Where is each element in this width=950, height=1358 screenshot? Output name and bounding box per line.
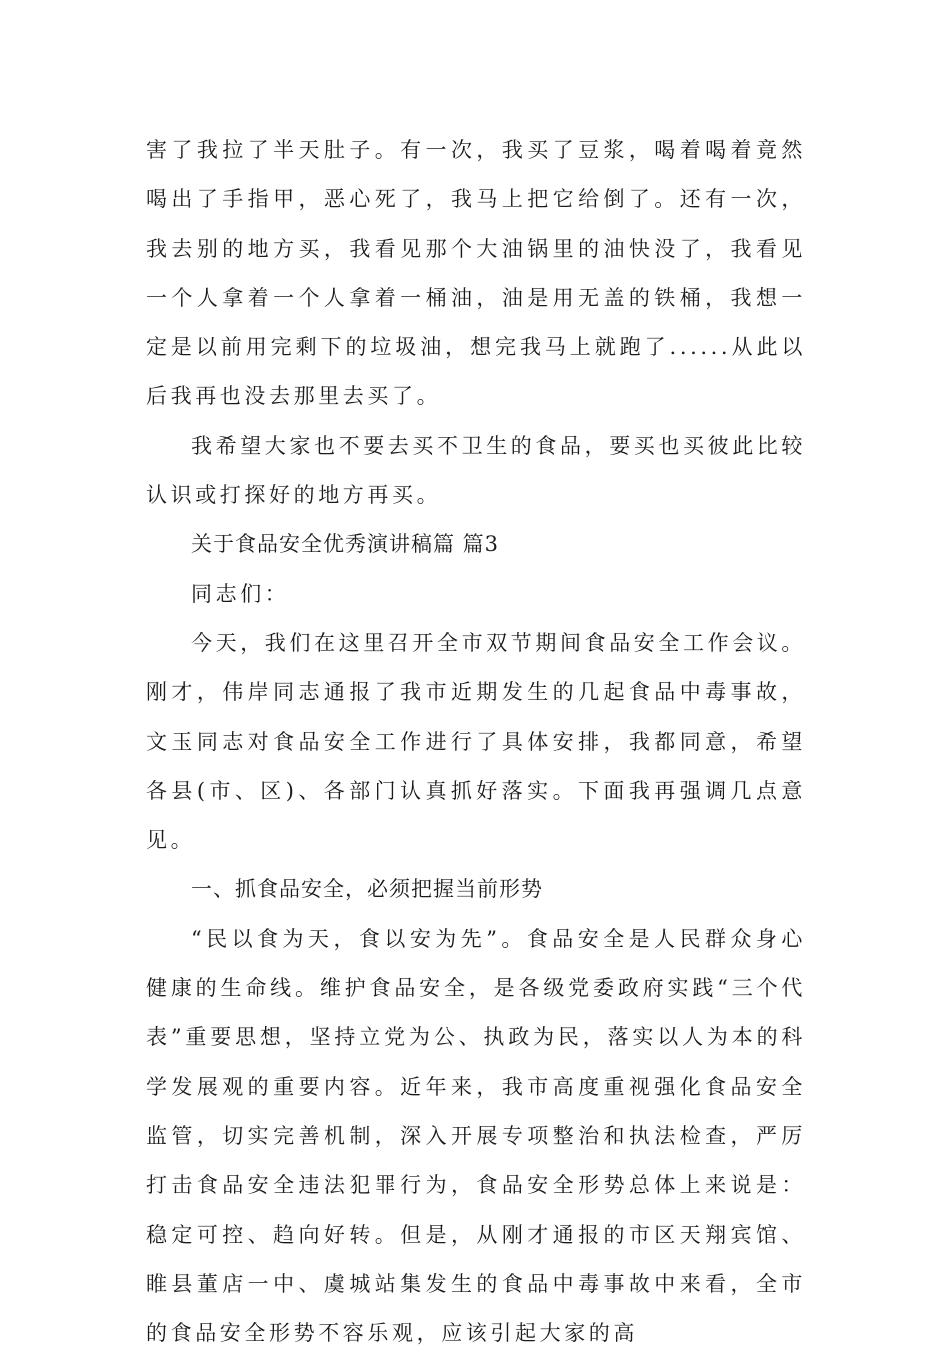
- document-body: [146, 126, 806, 1358]
- paragraph-situation: “民以食为天，食以安为先”。食品安全是人民群众身心健康的生命线。维护食品安全，是各级党委政府实践“三个代表”重要思想，坚持立党为公、执政为民，落实以人为本的科学发展观的重要内容。近年来，我市高度重视强化食品安全监管，切实完善机制，深入开展专项整治和执法检查，严厉打击食品安全违法犯罪行为，食品安全形势总体上来说是：稳定可控、趋向好转。但是，从刚才通报的市区天翔宾馆、睢县董店一中、虞城站集发生的食品中毒事故中来看，全市的食品安全形势不容乐观，应该引起大家的高: [146, 926, 806, 1346]
- paragraph-hope: 我希望大家也不要去买不卫生的食品，要买也买彼此比较认识或打探好的地方再买。: [146, 433, 806, 508]
- salutation: 同志们：: [191, 581, 290, 606]
- paragraph-continued: 害了我拉了半天肚子。有一次，我买了豆浆，喝着喝着竟然喝出了手指甲，恶心死了，我马上把它给倒了。还有一次，我去别的地方买，我看见那个大油锅里的油快没了，我看见一个人拿着一个人拿着一桶油，油是用无盖的铁桶，我想一定是以前用完剩下的垃圾油，想完我马上就跑了......从此以后我再也没去那里去买了。: [146, 138, 806, 409]
- section-title: 关于食品安全优秀演讲稿篇 篇3: [191, 532, 500, 557]
- paragraph-opening: 今天，我们在这里召开全市双节期间食品安全工作会议。刚才，伟岸同志通报了我市近期发生的几起食品中毒事故，文玉同志对食品安全工作进行了具体安排，我都同意，希望各县(市、区)、各部门认真抓好落实。下面我再强调几点意见。: [146, 630, 806, 853]
- subheading-one: 一、抓食品安全，必须把握当前形势: [191, 877, 543, 902]
